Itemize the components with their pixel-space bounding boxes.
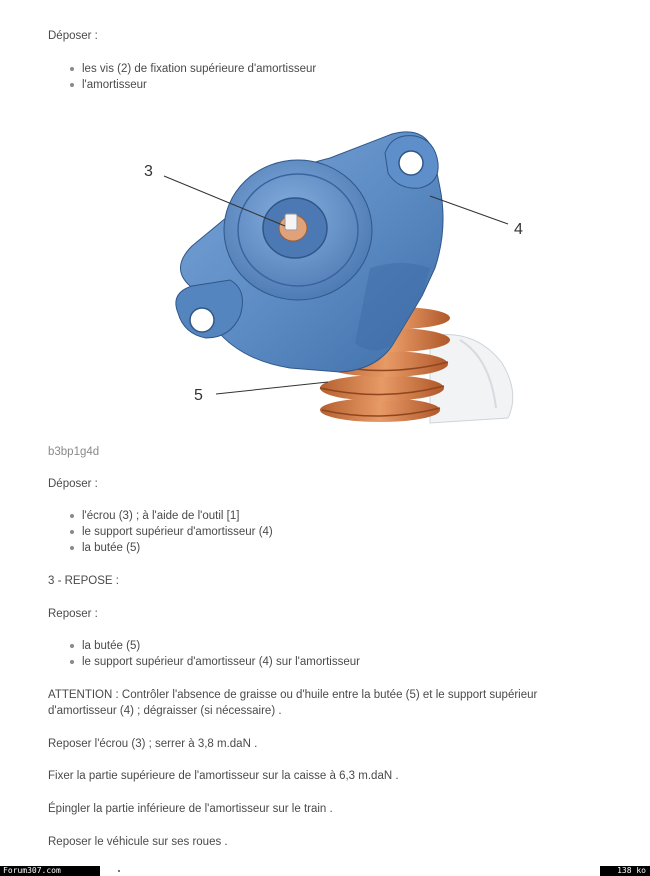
list-item: la butée (5) — [68, 540, 273, 556]
section3-title: 3 - REPOSE : — [48, 575, 119, 587]
attention-line-1: ATTENTION : Contrôler l'absence de graisse ou d'huile entre la butée (5) et le support supérieur — [48, 689, 538, 701]
section2-list — [68, 508, 273, 556]
list-item: le support supérieur d'amortisseur (4) sur l'amortisseur — [68, 654, 360, 670]
list-item: la butée (5) — [68, 638, 360, 654]
list-item: l'écrou (3) ; à l'aide de l'outil [1] — [68, 508, 273, 524]
footer-file-size: 138 ko — [600, 866, 650, 876]
section1-heading: Déposer : — [48, 30, 98, 42]
step-fixer-amortisseur: Fixer la partie supérieure de l'amortisseur sur la caisse à 6,3 m.daN . — [48, 770, 399, 782]
figure-caption: b3bp1g4d — [48, 446, 100, 458]
attention-line-2: d'amortisseur (4) ; dégraisser (si nécessaire) . — [48, 705, 282, 717]
step-epingler: Épingler la partie inférieure de l'amortisseur sur le train . — [48, 803, 333, 815]
section3-list — [68, 638, 360, 670]
damper-body — [430, 335, 513, 423]
scan-speck — [118, 870, 120, 872]
list-item: le support supérieur d'amortisseur (4) — [68, 524, 273, 540]
list-item: l'amortisseur — [68, 77, 316, 93]
step-reposer-vehicule: Reposer le véhicule sur ses roues . — [48, 836, 228, 848]
callout-label-4: 4 — [514, 221, 523, 238]
section1-list — [68, 61, 316, 93]
callout-label-5: 5 — [194, 387, 203, 404]
section3-heading: Reposer : — [48, 608, 98, 620]
callout-label-3: 3 — [144, 163, 153, 180]
list-item: les vis (2) de fixation supérieure d'amortisseur — [68, 61, 316, 77]
footer-bar — [0, 866, 650, 876]
shock-mount-illustration — [130, 118, 540, 426]
section2-heading: Déposer : — [48, 478, 98, 490]
footer-site-link[interactable]: Forum307.com — [0, 866, 100, 876]
step-reposer-ecrou: Reposer l'écrou (3) ; serrer à 3,8 m.daN . — [48, 738, 258, 750]
